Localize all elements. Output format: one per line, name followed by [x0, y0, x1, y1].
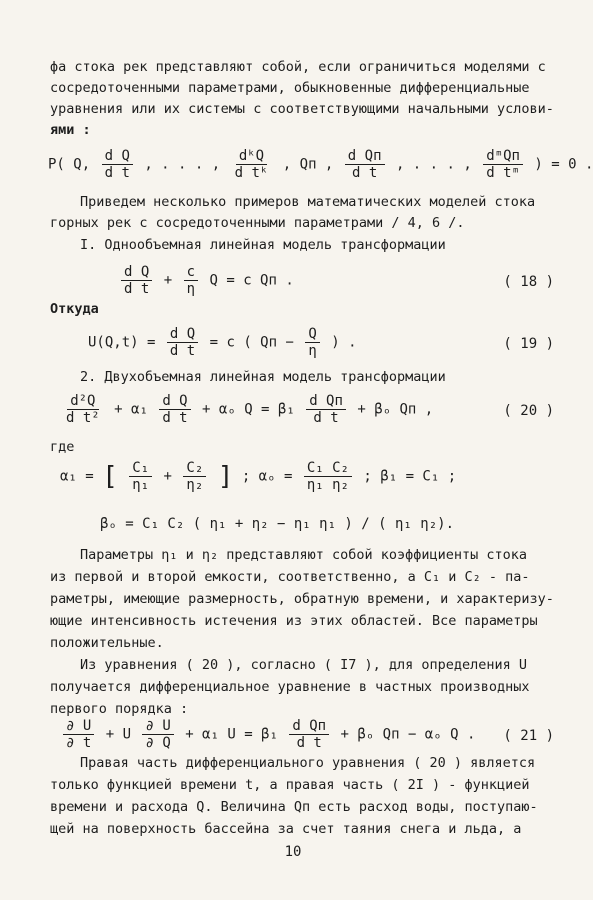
text-line: фа стока рек представляют собой, если ограничиться моделями с — [50, 59, 546, 75]
fraction: $\frac{\partial U}{\partial Q}$ — [142, 718, 173, 751]
equation-20: $\frac{\text{d²Q}}{\text{d t²}}$ + α₁ $\frac{\text{d Q}}{\text{d t}}$ + αₒ Q = β₁ $\frac{\text{d Qп}}{\text{d t}}$ + βₒ Qп , ( 20 ) — [60, 393, 570, 426]
text-line: I. Однообъемная линейная модель трансформации — [80, 237, 446, 253]
equation-general: P( Q, $\frac{\text{d Q}}{\text{d t}}$ , . . . , $\frac{\text{dᵏQ}}{\text{d tᵏ}}$ , Qп , $\frac{\text{d Qп}}{\text{d t}}$ , . . . , $\frac{\text{dᵐQп}}{\text{d tᵐ}}$ ) = 0 . — [48, 148, 593, 181]
equation-21: $\frac{\partial U}{\partial t}$ + U $\frac{\partial U}{\partial Q}$ + α₁ U = β₁ $\frac{\text{d Qп}}{\text{d t}}$ + βₒ Qп − αₒ Q . ( 21 ) — [60, 718, 570, 751]
equation-number: ( 20 ) — [503, 403, 554, 419]
fraction: $\frac{\text{d Qп}}{\text{d t}}$ — [289, 718, 329, 751]
equation-number: ( 19 ) — [503, 336, 554, 352]
fraction: $\frac{c}{\eta}$ — [184, 264, 198, 297]
text-line: сосредоточенными параметрами, обыкновенные дифференциальные — [50, 80, 530, 96]
fraction: $\frac{\text{d Q}}{\text{d t}}$ — [121, 264, 152, 297]
text-line: Откуда — [50, 301, 99, 317]
text-line: Приведем несколько примеров математических моделей стока — [80, 194, 536, 210]
text-line: где — [50, 439, 75, 455]
fraction: $\frac{Q}{\eta}$ — [305, 326, 319, 359]
text-line: ями : — [50, 122, 91, 138]
fraction: $\frac{\text{C₂}}{\text{η₂}}$ — [183, 460, 206, 493]
text-line: Правая часть дифференциального уравнения ( 20 ) является — [80, 755, 536, 771]
text-line: щей на поверхность бассейна за счет таяния снега и льда, а — [50, 821, 522, 837]
coefficients-equation: α₁ = [ $\frac{\text{C₁}}{\text{η₁}}$ + $\frac{\text{C₂}}{\text{η₂}}$ ] ; αₒ = $\frac{\text{C₁ C₂}}{\text{η₁ η₂}}$ ; β₁ = C₁ ; — [60, 460, 457, 493]
fraction: $\frac{\text{d Q}}{\text{d t}}$ — [102, 148, 133, 181]
fraction: $\frac{\text{dᵐQп}}{\text{d tᵐ}}$ — [483, 148, 523, 181]
equation-18: $\frac{\text{d Q}}{\text{d t}}$ + $\frac{c}{\eta}$ Q = c Qп . ( 18 ) — [118, 264, 570, 297]
text-line: времени и расхода Q. Величина Qп есть расход воды, поступаю- — [50, 799, 538, 815]
fraction: $\frac{\text{d Q}}{\text{d t}}$ — [159, 393, 190, 426]
text-line: раметры, имеющие размерность, обратную времени, и характеризу- — [50, 591, 554, 607]
text-line: уравнения или их системы с соответствующими начальными услови- — [50, 101, 554, 117]
text-line: Параметры η₁ и η₂ представляют собой коэффициенты стока — [80, 547, 528, 563]
fraction: $\frac{\text{C₁}}{\text{η₁}}$ — [129, 460, 152, 493]
text-line: горных рек с сосредоточенными параметрами / 4, 6 /. — [50, 215, 465, 231]
text-line: Из уравнения ( 20 ), согласно ( I7 ), для определения U — [80, 657, 528, 673]
fraction: $\frac{\text{d²Q}}{\text{d t²}}$ — [66, 393, 100, 426]
fraction: $\frac{\text{d Qп}}{\text{d t}}$ — [345, 148, 385, 181]
fraction: $\frac{\text{d Qп}}{\text{d t}}$ — [306, 393, 346, 426]
text-line: получается дифференциальное уравнение в частных производных — [50, 679, 530, 695]
page-number: 10 — [284, 844, 302, 860]
equation-19: U(Q,t) = $\frac{\text{d Q}}{\text{d t}}$ = c ( Qп − $\frac{Q}{\eta}$ ) . ( 19 ) — [88, 326, 554, 359]
fraction: $\frac{\text{C₁ C₂}}{\text{η₁ η₂}}$ — [304, 460, 352, 493]
fraction: $\frac{\partial U}{\partial t}$ — [63, 718, 94, 751]
fraction: $\frac{\text{dᵏQ}}{\text{d tᵏ}}$ — [234, 148, 269, 181]
fraction: $\frac{\text{d Q}}{\text{d t}}$ — [167, 326, 198, 359]
text-line: только функцией времени t, а правая часть ( 2I ) - функцией — [50, 777, 530, 793]
text-line: из первой и второй емкости, соответственно, а C₁ и C₂ - па- — [50, 569, 530, 585]
equation-number: ( 21 ) — [503, 728, 554, 744]
equation-number: ( 18 ) — [503, 274, 554, 290]
beta0-equation: βₒ = C₁ C₂ ( η₁ + η₂ − η₁ η₁ ) / ( η₁ η₂). — [100, 516, 455, 532]
text-line: ющие интенсивность истечения из этих областей. Все параметры — [50, 613, 538, 629]
text-line: первого порядка : — [50, 701, 189, 717]
text-line: 2. Двухобъемная линейная модель трансформации — [80, 369, 446, 385]
text-line: положительные. — [50, 635, 164, 651]
